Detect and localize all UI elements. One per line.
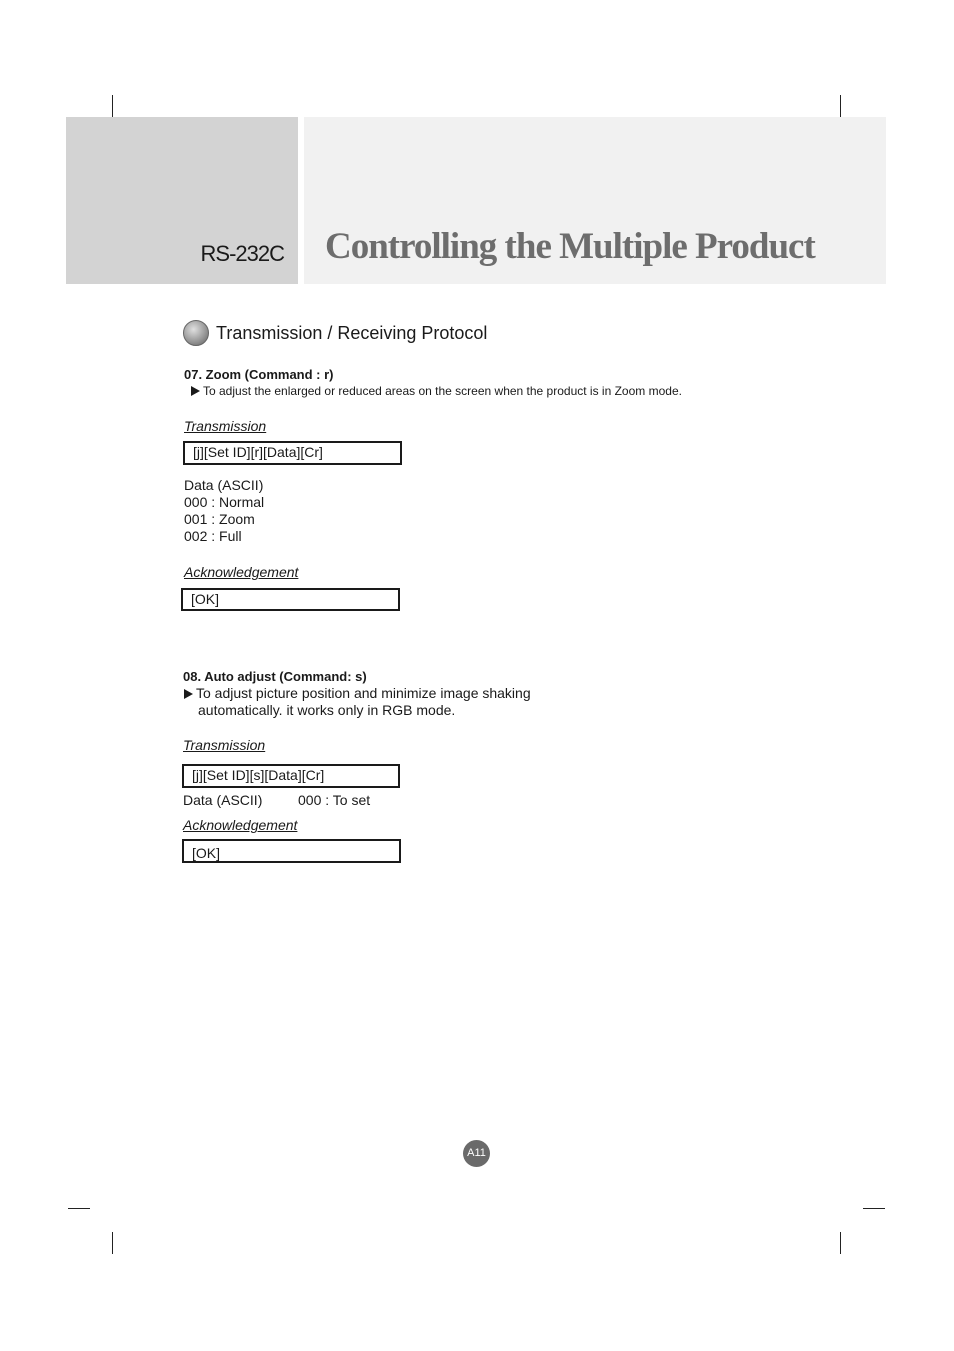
zoom-data-line: 001 : Zoom <box>184 511 255 527</box>
crop-mark <box>863 1208 885 1209</box>
sphere-bullet-icon <box>183 320 209 346</box>
page-number-badge: A11 <box>463 1140 490 1167</box>
crop-mark <box>68 1208 90 1209</box>
auto-adjust-ack-box <box>182 839 401 863</box>
zoom-data-line: 002 : Full <box>184 528 242 544</box>
triangle-bullet-icon <box>184 689 193 699</box>
auto-adjust-description <box>184 685 531 719</box>
header-tab <box>66 117 298 284</box>
auto-adjust-transmission-box <box>182 764 400 788</box>
zoom-description <box>191 384 682 398</box>
auto-adjust-data-value: 000 : To set <box>298 792 371 808</box>
auto-adjust-ack-code: [OK] <box>192 845 221 861</box>
auto-adjust-command-title: 08. Auto adjust (Command: s) <box>183 669 367 684</box>
auto-adjust-transmission-label: Transmission <box>183 737 266 753</box>
page-title: Controlling the Multiple Product <box>325 226 815 267</box>
auto-adjust-ack-label: Acknowledgement <box>183 817 298 833</box>
auto-adjust-data-label: Data (ASCII) <box>183 792 263 808</box>
zoom-command-title: 07. Zoom (Command : r) <box>184 367 334 382</box>
header-banner <box>304 117 886 284</box>
zoom-data-line: 000 : Normal <box>184 494 265 510</box>
protocol-heading-text: Transmission / Receiving Protocol <box>216 322 488 343</box>
crop-mark <box>112 95 113 117</box>
zoom-ack-label: Acknowledgement <box>184 564 299 580</box>
zoom-ack-code: [OK] <box>191 591 220 607</box>
triangle-bullet-icon <box>191 386 200 396</box>
auto-adjust-description-line2: automatically. it works only in RGB mode. <box>198 702 456 718</box>
zoom-transmission-code: [j][Set ID][r][Data][Cr] <box>193 444 323 460</box>
protocol-heading <box>183 320 487 346</box>
zoom-description-text: To adjust the enlarged or reduced areas on the screen when the product is in Zoom mode. <box>203 384 682 398</box>
zoom-transmission-label: Transmission <box>184 418 267 434</box>
crop-mark <box>112 1232 113 1254</box>
zoom-data-line: Data (ASCII) <box>184 477 264 493</box>
zoom-ack-box <box>181 588 400 611</box>
auto-adjust-transmission-code: [j][Set ID][s][Data][Cr] <box>192 767 325 783</box>
auto-adjust-description-line1: To adjust picture position and minimize image shaking <box>196 685 531 701</box>
section-tag: RS-232C <box>200 241 284 266</box>
zoom-data-list <box>184 477 264 545</box>
zoom-transmission-box <box>183 441 402 465</box>
crop-mark <box>840 95 841 117</box>
crop-mark <box>840 1232 841 1254</box>
